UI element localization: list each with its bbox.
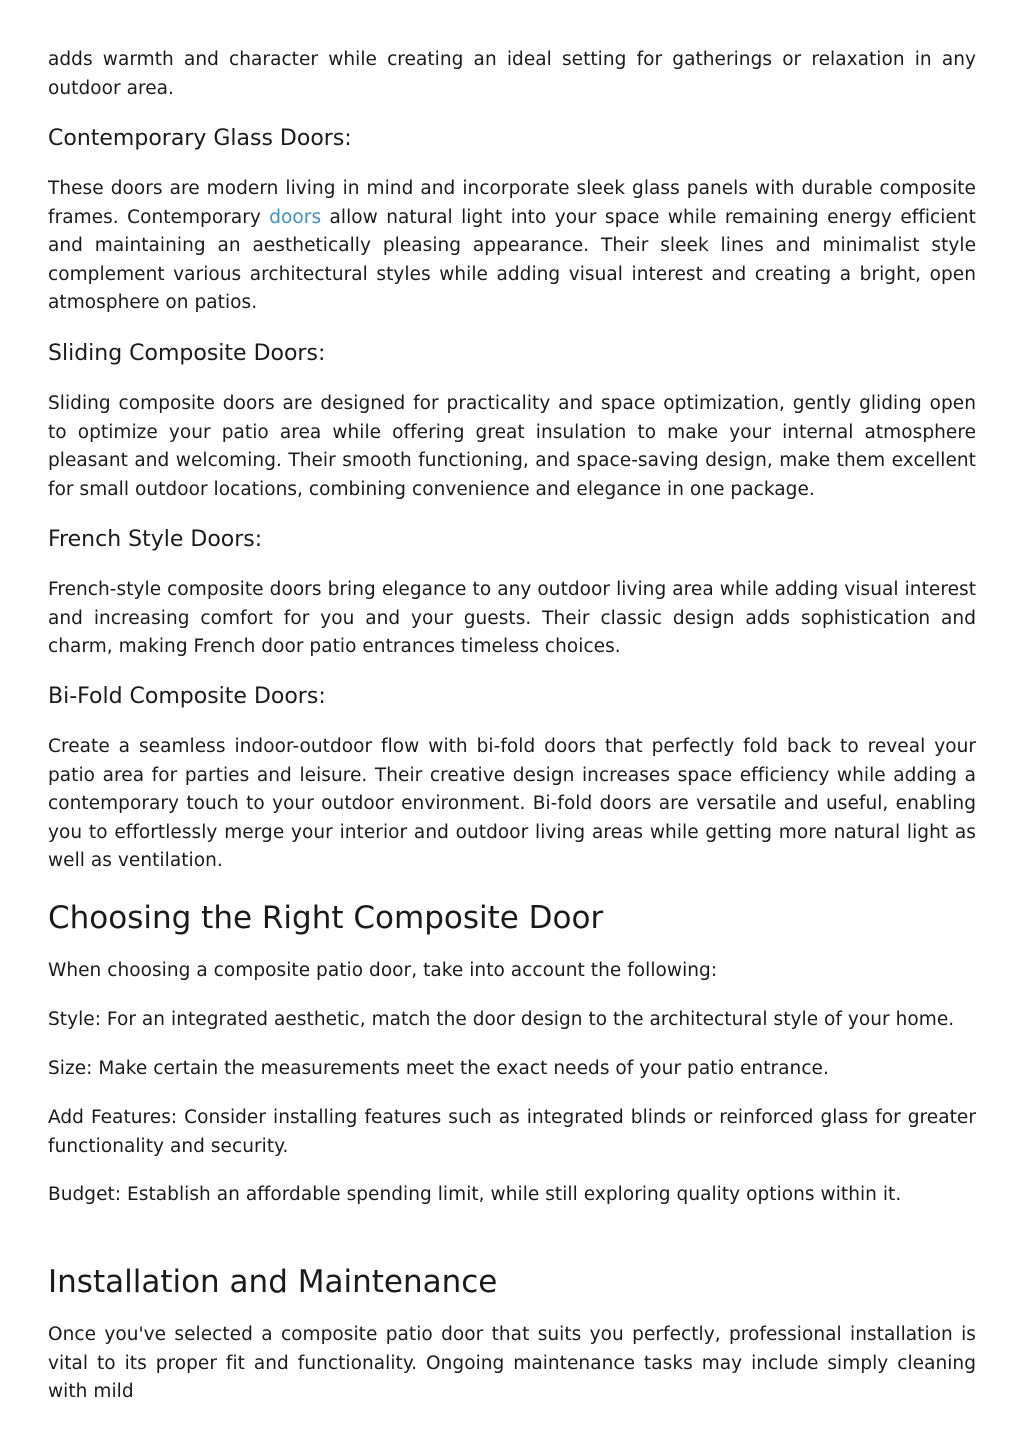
choosing-section-heading: Choosing the Right Composite Door — [48, 900, 604, 936]
french-doors-paragraph: French-style composite doors bring elegance to any outdoor living area while adding visual interest and increasing comfort for you and your guests. Their classic design adds sophistication and charm, making French door patio entrances timeless choices. — [48, 579, 976, 658]
contemporary-text-before-link: These doors are modern living in mind and incorporate sleek glass panels with durable composite frames. Contemporary — [48, 178, 976, 228]
sliding-doors-heading: Sliding Composite Doors: — [48, 341, 326, 366]
installation-section-heading: Installation and Maintenance — [48, 1264, 498, 1300]
choosing-item-style: Style: For an integrated aesthetic, match the door design to the architectural style of your home. — [48, 1009, 955, 1030]
installation-paragraph: Once you've selected a composite patio door that suits you perfectly, professional installation is vital to its proper fit and functionality. Ongoing maintenance tasks may include simply cleaning with mild — [48, 1324, 976, 1403]
choosing-item-features: Add Features: Consider installing features such as integrated blinds or reinforced glass for greater functionality and security. — [48, 1107, 976, 1157]
contemporary-doors-paragraph — [48, 175, 976, 318]
bifold-doors-heading: Bi-Fold Composite Doors: — [48, 684, 326, 709]
choosing-intro-paragraph: When choosing a composite patio door, take into account the following: — [48, 960, 718, 981]
bifold-doors-paragraph: Create a seamless indoor-outdoor flow with bi-fold doors that perfectly fold back to reveal your patio area for parties and leisure. Their creative design increases space efficiency while adding a contemporary touch to your outdoor environment. Bi-fold doors are versatile and useful, enabling you to effortlessly merge your interior and outdoor living areas while getting more natural light as well as ventilation. — [48, 736, 976, 872]
french-doors-heading: French Style Doors: — [48, 527, 263, 552]
choosing-item-size: Size: Make certain the measurements meet the exact needs of your patio entrance. — [48, 1058, 829, 1079]
sliding-doors-paragraph: Sliding composite doors are designed for practicality and space optimization, gently gliding open to optimize your patio area while offering great insulation to make your internal atmosphere pleasant and welcoming. Their smooth functioning, and space-saving design, make them excellent for small outdoor locations, combining convenience and elegance in one package. — [48, 393, 976, 500]
intro-continuation-paragraph: adds warmth and character while creating an ideal setting for gatherings or relaxation in any outdoor area. — [48, 49, 976, 99]
choosing-item-budget: Budget: Establish an affordable spending limit, while still exploring quality options within it. — [48, 1184, 902, 1205]
doors-link[interactable]: doors — [269, 206, 322, 228]
contemporary-doors-heading: Contemporary Glass Doors: — [48, 126, 352, 151]
contemporary-text-after-link: allow natural light into your space while remaining energy efficient and maintaining an aesthetically pleasing appearance. Their sleek lines and minimalist style complement various architectural styles while adding visual interest and creating a bright, open atmosphere on patios. — [48, 206, 976, 314]
